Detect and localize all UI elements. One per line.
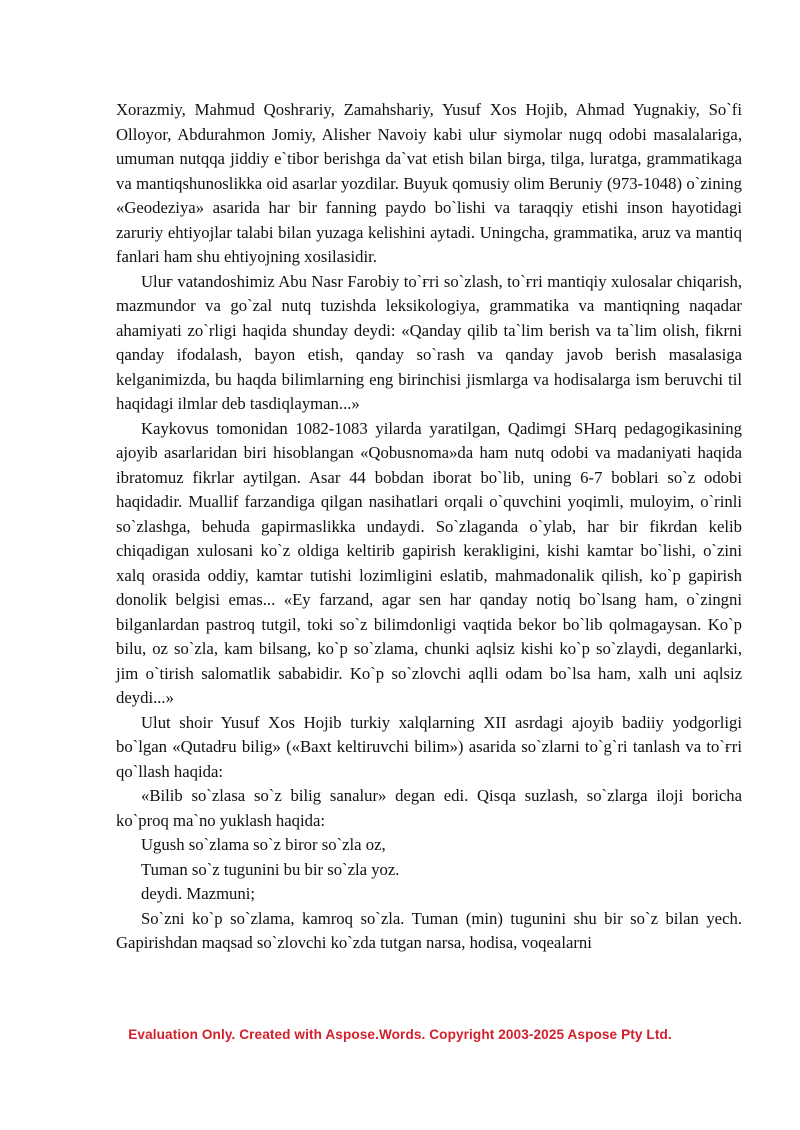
body-text (116, 98, 742, 956)
paragraph-6: So`zni ko`p so`zlama, kamroq so`zla. Tuman (min) tugunini shu bir so`z bilan yech. Gapirishdan maqsad so`zlovchi ko`zda tutgan narsa, hodisa, voqealarni (116, 908, 742, 952)
verse-line-1: Ugush so`zlama so`z biror so`zla oz, (141, 835, 386, 854)
paragraph-5: «Bilib so`zlasa so`z bilig sanalur» degan edi. Qisqa suzlash, so`zlarga iloji boricha ko`proq ma`no yuklash haqida: (116, 786, 742, 830)
evaluation-watermark: Evaluation Only. Created with Aspose.Words. Copyright 2003-2025 Aspose Pty Ltd. (128, 1027, 672, 1042)
paragraph-2: Uluғ vatandoshimiz Abu Nasr Farobiy to`ғri so`zlash, to`ғri mantiqiy xulosalar chiqarish, mazmundor va go`zal nutq tuzishda leksikologiya, grammatika va mantiqning naqadar ahamiyati zo`rligi haqida shunday deydi: «Qanday qilib ta`lim berish va ta`lim olish, fikrni qanday ifodalash, bayon etish, qanday so`rash va qanday javob berish masalasiga kelganimizda, bu haqda bilimlarning eng birinchisi jismlarga va hodisalarga ism beruvchi til haqidagi ilmlar deb tasdiqlayman...» (116, 271, 742, 413)
paragraph-4: Ulut shoir Yusuf Xos Hojib turkiy xalqlarning XII asrdagi ajoyib badiiy yodgorligi bo`lgan «Qutadғu bilig» («Baxt keltiruvchi bilim») asarida so`zlarni to`g`ri tanlash va to`ғri qo`llash haqida: (116, 712, 742, 781)
verse-caption: deydi. Mazmuni; (141, 884, 256, 903)
verse-line-2: Tuman so`z tugunini bu bir so`zla yoz. (141, 859, 400, 879)
paragraph-1: Xorazmiy, Mahmud Qoshғariy, Zamahshariy, Yusuf Xos Hojib, Ahmad Yugnakiy, So`fi Olloyor, Abdurahmon Jomiy, Alisher Navoiy kabi uluғ siymolar nugq odobi masalalariga, umuman nutqqa jiddiy e`tibor berishga da`vat etish bilan birga, tilga, luғatga, grammatikaga va mantiqshunoslikka oid asarlar yozdilar. Buyuk qomusiy olim Beruniy (973-1048) o`zining «Geodeziya» asarida har bir fanning paydo bo`lishi va taraqqiy etishi inson hayotidagi zaruriy ehtiyojlar talabi bilan yuzaga kelishini aytadi. Uningcha, grammatika, aruz va mantiq fanlari ham shu ehtiyojning xosilasidir. (116, 100, 742, 266)
paragraph-3: Kaykovus tomonidan 1082-1083 yilarda yaratilgan, Qadimgi SHarq pedagogikasining ajoyib asarlaridan biri hisoblangan «Qobusnoma»da ham nutq odobi va madaniyati haqida ibratomuz fikrlar aytilgan. Asar 44 bobdan iborat bo`lib, uning 6-7 boblari so`z odobi haqidadir. Muallif farzandiga qilgan nasihatlari orqali o`quvchini yoqimli, muloyim, o`rinli so`zlashga, behuda gapirmaslikka undaydi. So`zlaganda o`ylab, har bir fikrdan kelib chiqadigan xulosani ko`z oldiga keltirib gapirish kerakligini, kishi kamtar bo`lishi, o`zini xalq orasida oddiy, kamtar tutishi lozimligini eslatib, mahmadonalik qilish, ko`p gapirish donolik belgisi emas... «Ey farzand, agar sen har qanday notiq bo`lsang ham, o`zingni bilganlardan pastroq tutgil, toki so`z bilimdonligi vaqtida bekor bo`lib qolmagaysan. Ko`p bilu, oz so`zla, kam bilsang, ko`p so`zlama, chunki aqlsiz kishi ko`p so`zlaydi, deganlarki, jim o`tirish salomatlik sababidir. Ko`p so`zlovchi aqlli odam bo`lsa ham, xalh uni aqlsiz deydi...» (116, 418, 742, 707)
